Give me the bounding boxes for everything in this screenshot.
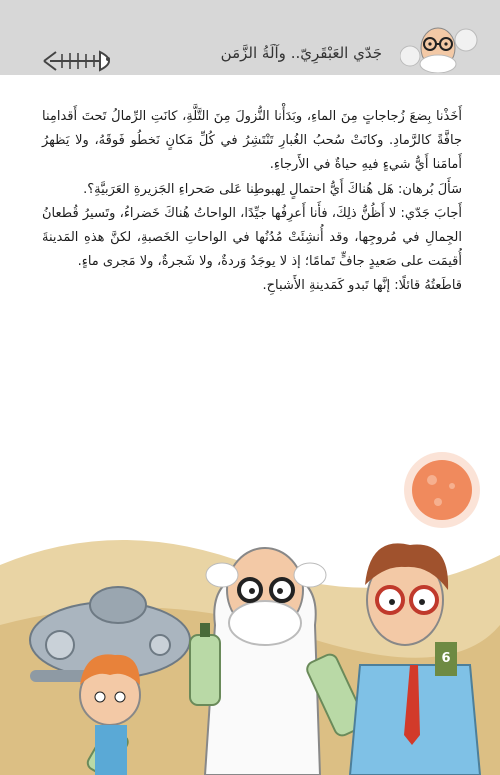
- desert-scene-illustration: [0, 505, 500, 775]
- page-number: 6: [435, 642, 457, 676]
- grandfather-character: [205, 548, 326, 775]
- professor-head-icon: [400, 18, 480, 73]
- book-title: جَدّي العَبْقَرِيّ.. وآلَةُ الزَّمَن: [220, 44, 382, 62]
- page-body: [0, 75, 500, 700]
- fish-skeleton-icon: [40, 48, 120, 74]
- paragraph-2: سَأَلَ بُرهان: هَل هُناكَ أَيُّ احتمالٍ لِهبوطِنا عَلى صَحراءِ الجَزيرةِ العَرَبيَّةِ؟.: [83, 181, 462, 197]
- paragraph-3: أَجابَ جَدّي: لا أَظُنُّ ذلِكَ، فأَنا أَعرِفُها جيِّدًا، الواحاتُ هُناكَ خَضراءُ، وتَسيرُ قُطعانُ الجِمالِ في مُروجِها، وقد أُنشِئَتْ مُدُنُها في الواحاتِ الخَصبةِ، لكنَّ هذهِ المَدينةَ أُقيمَت على صَعيدٍ جافٍّ تَمامًا؛ إذ لا يوجَدُ وَردةٌ، ولا شَجرةٌ، ولا مَجرى ماءٍ.: [42, 205, 462, 270]
- paragraph-4: قاطَعتُهُ قائلًا: إنَّها تَبدو كَمَدينةِ الأَشباحِ.: [262, 278, 462, 294]
- story-text: [42, 105, 462, 299]
- paragraph-1: أَخَذْنا بِضعَ زُجاجاتٍ مِنَ الماءِ، وبَدَأْنا النُّزولَ مِنَ التَّلَّةِ، كانَتِ الرِّمالُ تَحتَ أَقدامِنا جافَّةً كالرَّمادِ. وكانَتْ سُحبُ الغُبارِ تَنْتَشِرُ في كُلِّ مَكانٍ نَخطُو فَوقَهُ، ولا يَظهرُ أَمامَنا أَيُّ شيءٍ فيهِ حياةٌ في الأَرجاءِ.: [42, 109, 462, 173]
- page-header: [0, 0, 500, 75]
